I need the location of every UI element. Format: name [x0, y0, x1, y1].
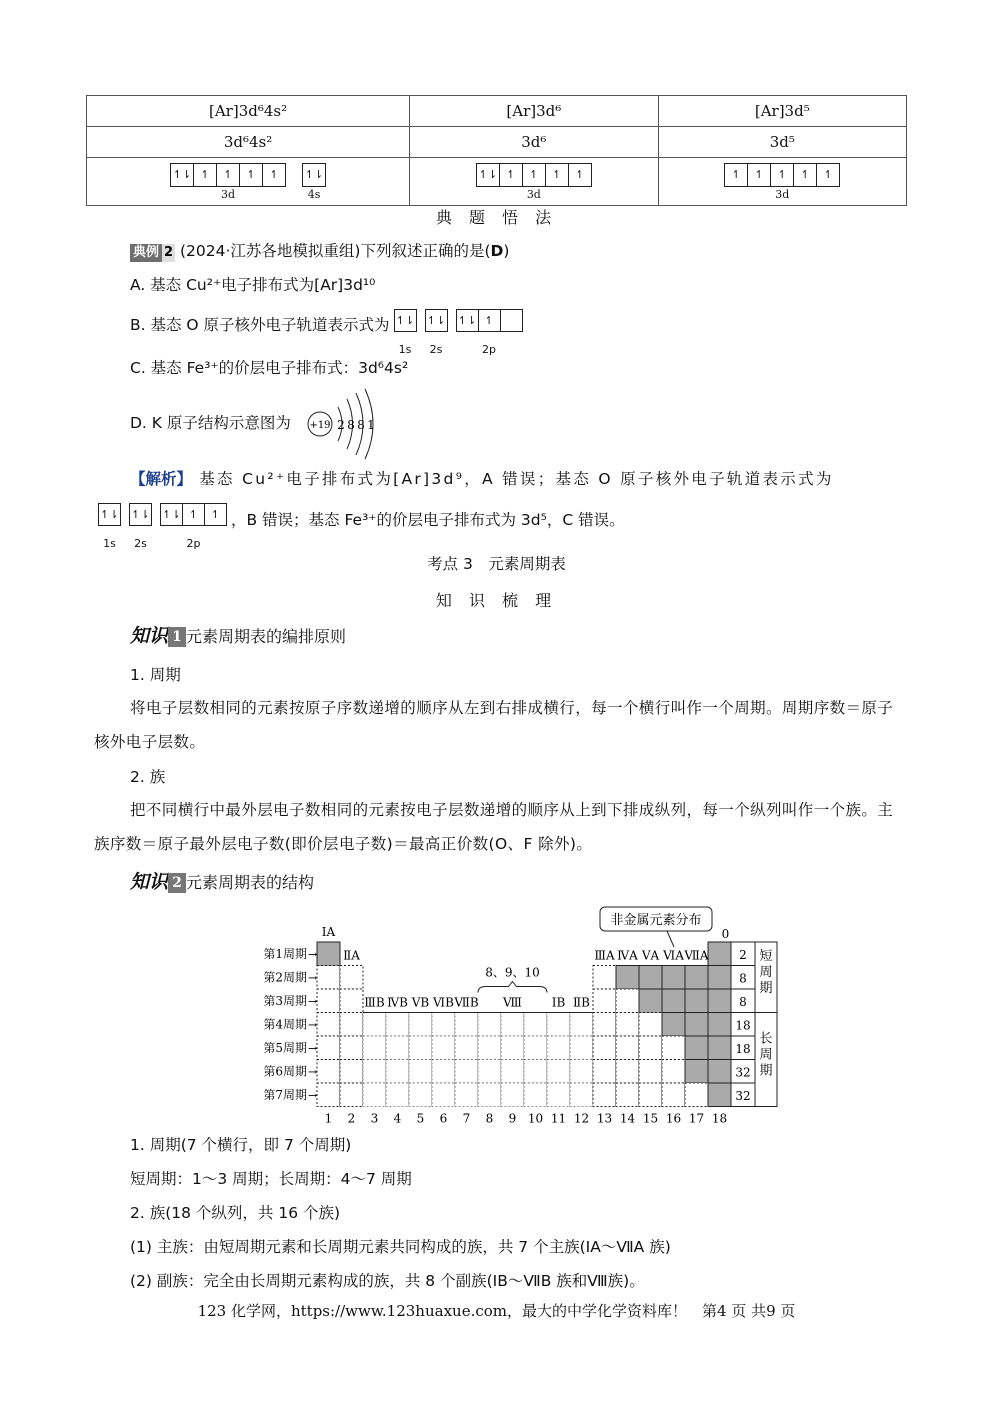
table-cell — [685, 1013, 708, 1037]
table-cell — [455, 1013, 478, 1037]
table-cell — [317, 942, 340, 966]
example-number: 2 — [164, 245, 174, 260]
table-cell — [501, 1013, 524, 1037]
table-cell — [616, 989, 639, 1013]
knowledge-heading-1 — [130, 620, 346, 654]
table-cell — [639, 966, 662, 990]
table-cell — [409, 1036, 432, 1060]
table-cell — [616, 966, 639, 990]
table-cell — [386, 1013, 409, 1037]
example-question-end: ) — [503, 242, 510, 260]
orbital-box: ↿⇂ — [476, 163, 500, 187]
period-element-count: 8 — [739, 971, 747, 986]
orbital-box: ↿⇂ — [98, 503, 121, 526]
long-period-char: 周 — [759, 1047, 773, 1063]
electron-config-table — [86, 95, 907, 206]
knowledge-label: 知识 — [130, 625, 169, 647]
period-label: 第2周期 — [263, 970, 307, 985]
table-cell — [317, 1083, 340, 1107]
column-number: 18 — [711, 1111, 728, 1126]
table-cell — [662, 1036, 685, 1060]
table-cell — [708, 1013, 731, 1037]
table-cell — [386, 1083, 409, 1107]
period-heading: 1. 周期 — [130, 666, 181, 684]
table-cell — [616, 1060, 639, 1084]
short-period-char: 期 — [759, 981, 773, 996]
period-label: 第6周期 — [263, 1064, 307, 1079]
list-item: (2) 副族：完全由长周期元素构成的族，共 8 个副族(ⅠB～ⅦB 族和Ⅷ族)。 — [130, 1272, 645, 1290]
orbital-box: ↿ — [262, 163, 286, 187]
table-cell — [478, 1083, 501, 1107]
table-cell — [685, 1083, 708, 1107]
table-cell — [386, 1036, 409, 1060]
table-cell — [317, 966, 340, 990]
arrow-icon: → — [308, 994, 318, 1008]
table-cell — [570, 1013, 593, 1037]
table-cell — [593, 1060, 616, 1084]
knowledge-number: 2 — [168, 873, 186, 893]
shell-electron-count: 8 — [347, 418, 355, 432]
knowledge-label: 知识 — [130, 871, 169, 893]
orbital-label: 3d — [526, 187, 541, 201]
orbital-box: ↿ — [182, 503, 205, 526]
orbital-box: ↿ — [239, 163, 263, 187]
orbital-box: ↿ — [478, 309, 501, 332]
table-cell — [317, 1036, 340, 1060]
table-cell — [524, 1036, 547, 1060]
table-cell — [501, 1036, 524, 1060]
orbital-diagram-cell — [410, 158, 658, 206]
knowledge-title: 元素周期表的结构 — [186, 873, 315, 892]
group-label: ⅤB — [411, 995, 430, 1010]
period-label: 第3周期 — [263, 993, 307, 1008]
table-cell — [478, 1036, 501, 1060]
short-period-char: 短 — [759, 949, 773, 964]
column-number: 12 — [573, 1111, 590, 1126]
orbital-box: ↿ — [770, 163, 794, 187]
group-label: ⅦB — [454, 995, 479, 1010]
shell-electron-count: 2 — [337, 418, 345, 432]
column-number: 2 — [347, 1111, 356, 1126]
table-cell — [593, 1083, 616, 1107]
table-cell — [570, 1083, 593, 1107]
option-b-text: B. 基态 O 原子核外电子轨道表示式为 — [130, 316, 390, 334]
table-cell — [455, 1060, 478, 1084]
column-number: 1 — [324, 1111, 333, 1126]
period-label: 第5周期 — [263, 1040, 307, 1055]
list-item: 短周期：1～3 周期；长周期：4～7 周期 — [130, 1170, 412, 1188]
option-c: C. 基态 Fe³⁺的价层电子排布式：3d⁶4s² — [130, 359, 409, 377]
orbital-box: ↿ — [793, 163, 817, 187]
arrow-icon: → — [308, 971, 318, 985]
period-text: 将电子层数相同的元素按原子序数递增的顺序从左到右排成横行，每一个横行叫作一个周期。周期序数＝原子核外电子层数。 — [94, 699, 894, 751]
analysis-text: 基态 Cu²⁺电子排布式为[Ar]3d⁹，A 错误；基态 O 原子核外电子轨道表示式为 — [199, 470, 834, 488]
example-stem — [130, 234, 509, 268]
column-number: 16 — [665, 1111, 682, 1126]
column-number: 3 — [370, 1111, 379, 1126]
table-cell — [340, 1036, 363, 1060]
table-cell — [662, 1013, 685, 1037]
table-cell — [708, 1060, 731, 1084]
nonmetal-callout-label: 非金属元素分布 — [610, 913, 702, 928]
option-b-orbital-diagram — [390, 309, 527, 367]
table-cell — [409, 1060, 432, 1084]
table-cell — [593, 1013, 616, 1037]
table-cell — [639, 1013, 662, 1037]
group-label: ⅡA — [343, 948, 360, 963]
period-label: 第1周期 — [263, 946, 307, 961]
table-cell — [432, 1060, 455, 1084]
table-cell — [685, 989, 708, 1013]
table-cell — [708, 989, 731, 1013]
table-cell — [340, 1083, 363, 1107]
column-number: 10 — [527, 1111, 544, 1126]
group-label: ⅥB — [433, 995, 454, 1010]
table-cell — [340, 1013, 363, 1037]
table-cell — [639, 989, 662, 1013]
table-cell — [685, 966, 708, 990]
period-label: 第7周期 — [263, 1087, 307, 1102]
orbital-box: ↿⇂ — [129, 503, 152, 526]
page-footer: 123 化学网，https://www.123huaxue.com，最大的中学化学资料库！ 第4 页 共9 页 — [197, 1302, 796, 1320]
group-label: ⅠB — [551, 995, 566, 1010]
group-heading: 2. 族 — [130, 768, 166, 786]
arrow-icon: → — [308, 1065, 318, 1079]
short-period-char: 周 — [759, 965, 773, 980]
table-cell — [593, 1036, 616, 1060]
table-cell — [340, 966, 363, 990]
group-label: Ⅷ — [503, 995, 522, 1010]
column-number: 6 — [439, 1111, 448, 1126]
group-label: ⅣA — [617, 948, 638, 963]
knowledge-number: 1 — [168, 627, 186, 647]
orbital-label: 4s — [307, 187, 321, 201]
table-cell — [708, 1036, 731, 1060]
shell-electron-count: 8 — [357, 418, 365, 432]
table-cell — [547, 1013, 570, 1037]
orbital-box: ↿⇂ — [425, 309, 448, 332]
column-number: 9 — [508, 1111, 517, 1126]
table-cell — [662, 989, 685, 1013]
orbital-box: ↿ — [724, 163, 748, 187]
table-cell — [639, 1083, 662, 1107]
group-label: ⅢA — [594, 948, 615, 963]
column-number: 5 — [416, 1111, 425, 1126]
period-element-count: 8 — [739, 994, 747, 1009]
example-question: (2024·江苏各地模拟重组)下列叙述正确的是( — [180, 242, 491, 260]
group-label: ⅦA — [684, 948, 709, 963]
table-cell — [662, 1083, 685, 1107]
table-cell — [363, 1013, 386, 1037]
periodic-table-diagram — [240, 905, 800, 1130]
table-cell — [455, 1083, 478, 1107]
valence-cell: 3d⁶4s² — [87, 127, 410, 158]
group-label: ⅠA — [321, 925, 336, 939]
viii-brace — [478, 982, 547, 993]
orbital-box: ↿⇂ — [456, 309, 479, 332]
table-cell — [478, 1013, 501, 1037]
table-cell — [409, 1013, 432, 1037]
table-cell — [708, 966, 731, 990]
group-label: 0 — [721, 927, 730, 941]
valence-cell: 3d⁶ — [410, 127, 658, 158]
orbital-box: ↿⇂ — [394, 309, 417, 332]
table-cell — [386, 1060, 409, 1084]
column-number: 7 — [462, 1111, 471, 1126]
orbital-group — [476, 163, 592, 201]
table-cell — [685, 1060, 708, 1084]
period-element-count: 2 — [739, 947, 747, 962]
long-period-char: 长 — [759, 1031, 773, 1047]
orbital-label: 2p — [186, 537, 201, 550]
table-cell — [340, 989, 363, 1013]
section-title: 典 题 悟 法 — [435, 208, 558, 227]
table-cell — [340, 1060, 363, 1084]
valence-cell: 3d⁵ — [658, 127, 906, 158]
table-cell — [455, 1036, 478, 1060]
table-cell — [547, 1083, 570, 1107]
kaodian-title: 考点 3 元素周期表 — [427, 555, 566, 573]
config-cell: [Ar]3d⁶4s² — [87, 96, 410, 127]
period-element-count: 18 — [735, 1041, 751, 1056]
orbital-box: ↿ — [747, 163, 771, 187]
arrow-icon: → — [308, 1041, 318, 1055]
table-cell — [524, 1060, 547, 1084]
example-tag: 典例 — [130, 244, 162, 262]
orbital-diagram-cell — [658, 158, 906, 206]
table-cell — [685, 1036, 708, 1060]
orbital-group — [456, 309, 523, 367]
table-cell — [662, 1060, 685, 1084]
column-number: 11 — [550, 1111, 567, 1126]
table-cell — [363, 1083, 386, 1107]
table-cell — [524, 1083, 547, 1107]
table-cell — [708, 942, 731, 966]
knowledge-heading-2 — [130, 866, 314, 900]
orbital-group — [724, 163, 840, 201]
group-text: 把不同横行中最外层电子数相同的元素按电子层数递增的顺序从上到下排成纵列，每一个纵列叫作一个族。主族序数＝原子最外层电子数(即价层电子数)＝最高正价数(O、F 除外)。 — [94, 801, 894, 853]
orbital-box: ↿ — [216, 163, 240, 187]
table-cell — [409, 1083, 432, 1107]
period-label: 第4周期 — [263, 1017, 307, 1032]
orbital-box: ↿⇂ — [170, 163, 194, 187]
period-element-count: 32 — [735, 1088, 751, 1103]
config-cell: [Ar]3d⁵ — [658, 96, 906, 127]
orbital-label: 1s — [103, 537, 116, 550]
knowledge-title: 元素周期表的编排原则 — [186, 627, 347, 646]
orbital-label: 3d — [775, 187, 790, 201]
orbital-box: ↿⇂ — [302, 163, 326, 187]
long-period-char: 期 — [759, 1063, 773, 1079]
table-cell — [432, 1083, 455, 1107]
orbital-box: ↿ — [204, 503, 227, 526]
example-answer: D — [490, 242, 504, 260]
column-number: 17 — [688, 1111, 705, 1126]
callout-pointer — [667, 931, 674, 947]
analysis-text-end: ，B 错误；基态 Fe³⁺的价层电子排布式为 3d⁵，C 错误。 — [231, 511, 625, 529]
potassium-atom-diagram — [300, 385, 390, 465]
group-label: ⅡB — [573, 995, 590, 1010]
column-number: 13 — [596, 1111, 613, 1126]
nucleus-label: +19 — [309, 420, 331, 431]
arrow-icon: → — [308, 947, 318, 961]
table-cell — [478, 1060, 501, 1084]
orbital-box: ↿ — [193, 163, 217, 187]
table-cell — [501, 1083, 524, 1107]
column-number: 15 — [642, 1111, 659, 1126]
viii-columns-label: 8、9、10 — [485, 965, 540, 980]
orbital-group — [302, 163, 326, 201]
analysis-line1 — [130, 462, 900, 496]
orbital-label: 2p — [482, 343, 497, 356]
table-cell — [547, 1036, 570, 1060]
orbital-box: ↿ — [545, 163, 569, 187]
option-d: D. K 原子结构示意图为 — [130, 414, 291, 432]
orbital-box: ↿ — [522, 163, 546, 187]
column-number: 14 — [619, 1111, 636, 1126]
analysis-tag: 【解析】 — [130, 470, 193, 488]
table-cell — [570, 1036, 593, 1060]
orbital-diagram-cell — [87, 158, 410, 206]
orbital-box: ↿ — [816, 163, 840, 187]
table-cell — [708, 1083, 731, 1107]
table-cell — [317, 1060, 340, 1084]
section-title: 知 识 梳 理 — [435, 591, 558, 610]
list-item: 2. 族(18 个纵列，共 16 个族) — [130, 1204, 341, 1222]
orbital-box: ↿⇂ — [160, 503, 183, 526]
group-label: ⅣB — [387, 995, 408, 1010]
orbital-label: 2s — [429, 343, 443, 356]
orbital-box: ↿ — [499, 163, 523, 187]
table-cell — [432, 1036, 455, 1060]
table-cell — [501, 1060, 524, 1084]
orbital-label: 1s — [398, 343, 412, 356]
arrow-icon: → — [308, 1088, 318, 1102]
column-number: 4 — [393, 1111, 402, 1126]
period-element-count: 18 — [735, 1018, 751, 1033]
table-cell — [662, 966, 685, 990]
option-a: A. 基态 Cu²⁺电子排布式为[Ar]3d¹⁰ — [130, 276, 376, 294]
table-cell — [524, 1013, 547, 1037]
orbital-box: ↿ — [568, 163, 592, 187]
group-label: ⅤA — [641, 948, 660, 963]
table-cell — [616, 1013, 639, 1037]
orbital-label: 3d — [221, 187, 236, 201]
list-item: (1) 主族：由短周期元素和长周期元素共同构成的族，共 7 个主族(ⅠA～ⅦA 族) — [130, 1238, 671, 1256]
table-cell — [363, 1036, 386, 1060]
table-cell — [616, 1083, 639, 1107]
orbital-label: 2s — [134, 537, 147, 550]
column-number: 8 — [485, 1111, 494, 1126]
table-cell — [639, 1036, 662, 1060]
group-label: ⅢB — [364, 995, 385, 1010]
table-cell — [616, 1036, 639, 1060]
table-cell — [363, 1060, 386, 1084]
orbital-box — [500, 309, 523, 332]
list-item: 1. 周期(7 个横行，即 7 个周期) — [130, 1136, 352, 1154]
table-cell — [547, 1060, 570, 1084]
orbital-group — [425, 309, 448, 367]
config-cell: [Ar]3d⁶ — [410, 96, 658, 127]
table-cell — [639, 1060, 662, 1084]
table-cell — [593, 989, 616, 1013]
arrow-icon: → — [308, 1018, 318, 1032]
table-cell — [317, 989, 340, 1013]
period-element-count: 32 — [735, 1065, 751, 1080]
table-cell — [570, 1060, 593, 1084]
table-cell — [317, 1013, 340, 1037]
orbital-group — [170, 163, 286, 201]
group-label: ⅥA — [663, 948, 684, 963]
table-cell — [432, 1013, 455, 1037]
table-cell — [593, 966, 616, 990]
shell-electron-count: 1 — [367, 418, 375, 432]
